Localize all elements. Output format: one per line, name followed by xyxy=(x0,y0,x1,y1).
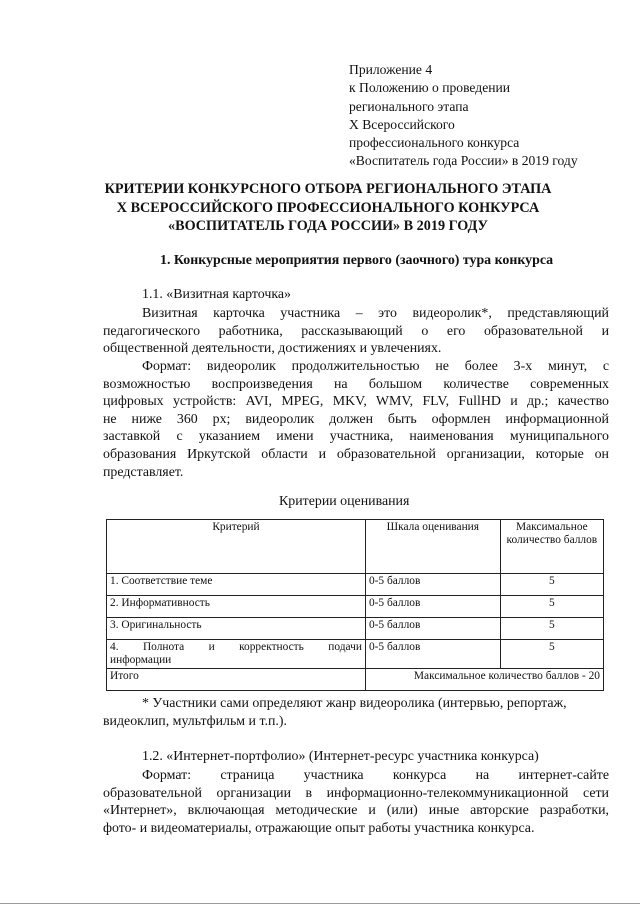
paragraph-line: педагогического работника, рассказывающий о его образовательной и xyxy=(103,323,609,339)
criterion-cell: 2. Информативность xyxy=(107,596,366,618)
paragraph-line: образовательной организации в информационно-телекоммуникационной сети xyxy=(103,785,609,801)
appendix-line: «Воспитатель года России» в 2019 году xyxy=(349,153,578,169)
paragraph-line: возможностью воспроизведения на большом количестве современных xyxy=(103,376,609,392)
document-title xyxy=(60,180,596,236)
footnote xyxy=(103,695,609,730)
scale-cell: 0-5 баллов xyxy=(365,618,500,640)
paragraph-line: не ниже 360 px; видеоролик должен быть оформлен информационной xyxy=(103,411,609,427)
footnote-line: видеоклип, мультфильм и т.п.). xyxy=(103,713,287,729)
appendix-line: Приложение 4 xyxy=(349,62,433,77)
max-cell: 5 xyxy=(500,596,603,618)
appendix-line: к Положению о проведении xyxy=(349,80,511,96)
table-row xyxy=(107,618,604,640)
appendix-line: X Всероссийского xyxy=(349,116,455,132)
paragraph-line: заставкой с указанием имени участника, наименования муниципального xyxy=(103,429,609,445)
criteria-table xyxy=(106,519,604,691)
appendix-reference xyxy=(349,61,629,171)
paragraph-line: образования Иркутской области и образовательной организации, которые он xyxy=(103,446,609,462)
title-line: КРИТЕРИИ КОНКУРСНОГО ОТБОРА РЕГИОНАЛЬНОГО ЭТАПА xyxy=(104,181,552,197)
header-max-points: Максимальное количество баллов xyxy=(500,520,603,574)
business-card-format xyxy=(103,358,609,481)
table-row xyxy=(107,596,604,618)
max-cell: 5 xyxy=(500,574,603,596)
paragraph-line: представляет. xyxy=(103,464,184,480)
table-row xyxy=(107,640,604,669)
footnote-line: * Участники сами определяют жанр видеоролика (интервью, репортаж, xyxy=(142,696,567,711)
max-cell: 5 xyxy=(500,640,603,669)
max-cell: 5 xyxy=(500,618,603,640)
paragraph-line: Формат: видеоролик продолжительностью не более 3-х минут, с xyxy=(142,359,609,374)
portfolio-format xyxy=(103,767,609,837)
criterion-cell: 4. Полнота и корректность подачи информации xyxy=(107,640,366,669)
criterion-cell: 3. Оригинальность xyxy=(107,618,366,640)
paragraph-line: «Интернет», включающая методические и (или) иные авторские разработки, xyxy=(103,803,609,819)
criteria-caption: Критерии оценивания xyxy=(279,494,410,509)
total-value: Максимальное количество баллов - 20 xyxy=(365,669,603,691)
appendix-line: профессионального конкурса xyxy=(349,135,520,151)
criterion-cell: 1. Соответствие теме xyxy=(107,574,366,596)
page-edge-divider xyxy=(0,903,640,904)
scale-cell: 0-5 баллов xyxy=(365,596,500,618)
item-1-1-heading: 1.1. «Визитная карточка» xyxy=(142,287,291,302)
scale-cell: 0-5 баллов xyxy=(365,640,500,669)
table-header-row xyxy=(107,520,604,574)
paragraph-line: Формат: страница участника конкурса на интернет-сайте xyxy=(142,768,609,783)
table-total-row xyxy=(107,669,604,691)
header-scale: Шкала оценивания xyxy=(365,520,500,574)
appendix-line: регионального этапа xyxy=(349,98,469,114)
paragraph-line: Визитная карточка участника – это видеоролик*, представляющий xyxy=(142,306,609,321)
table-row xyxy=(107,574,604,596)
total-label: Итого xyxy=(107,669,366,691)
header-criterion: Критерий xyxy=(107,520,366,574)
section-heading: 1. Конкурсные мероприятия первого (заочного) тура конкурса xyxy=(160,253,554,268)
item-1-2-heading: 1.2. «Интернет-портфолио» (Интернет-ресурс участника конкурса) xyxy=(142,749,539,764)
paragraph-line: фото- и видеоматериалы, отражающие опыт работы участника конкурса. xyxy=(103,820,535,836)
scale-cell: 0-5 баллов xyxy=(365,574,500,596)
paragraph-line: общественной деятельности, достижениях и увлечениях. xyxy=(103,341,442,357)
title-line: «ВОСПИТАТЕЛЬ ГОДА РОССИИ» В 2019 ГОДУ xyxy=(168,218,488,235)
paragraph-line: цифровых устройств: AVI, MPEG, MKV, WMV, FLV, FullHD и др.; качество xyxy=(103,394,609,410)
title-line: X ВСЕРОССИЙСКОГО ПРОФЕССИОНАЛЬНОГО КОНКУРСА xyxy=(116,199,540,216)
business-card-description xyxy=(103,305,609,358)
